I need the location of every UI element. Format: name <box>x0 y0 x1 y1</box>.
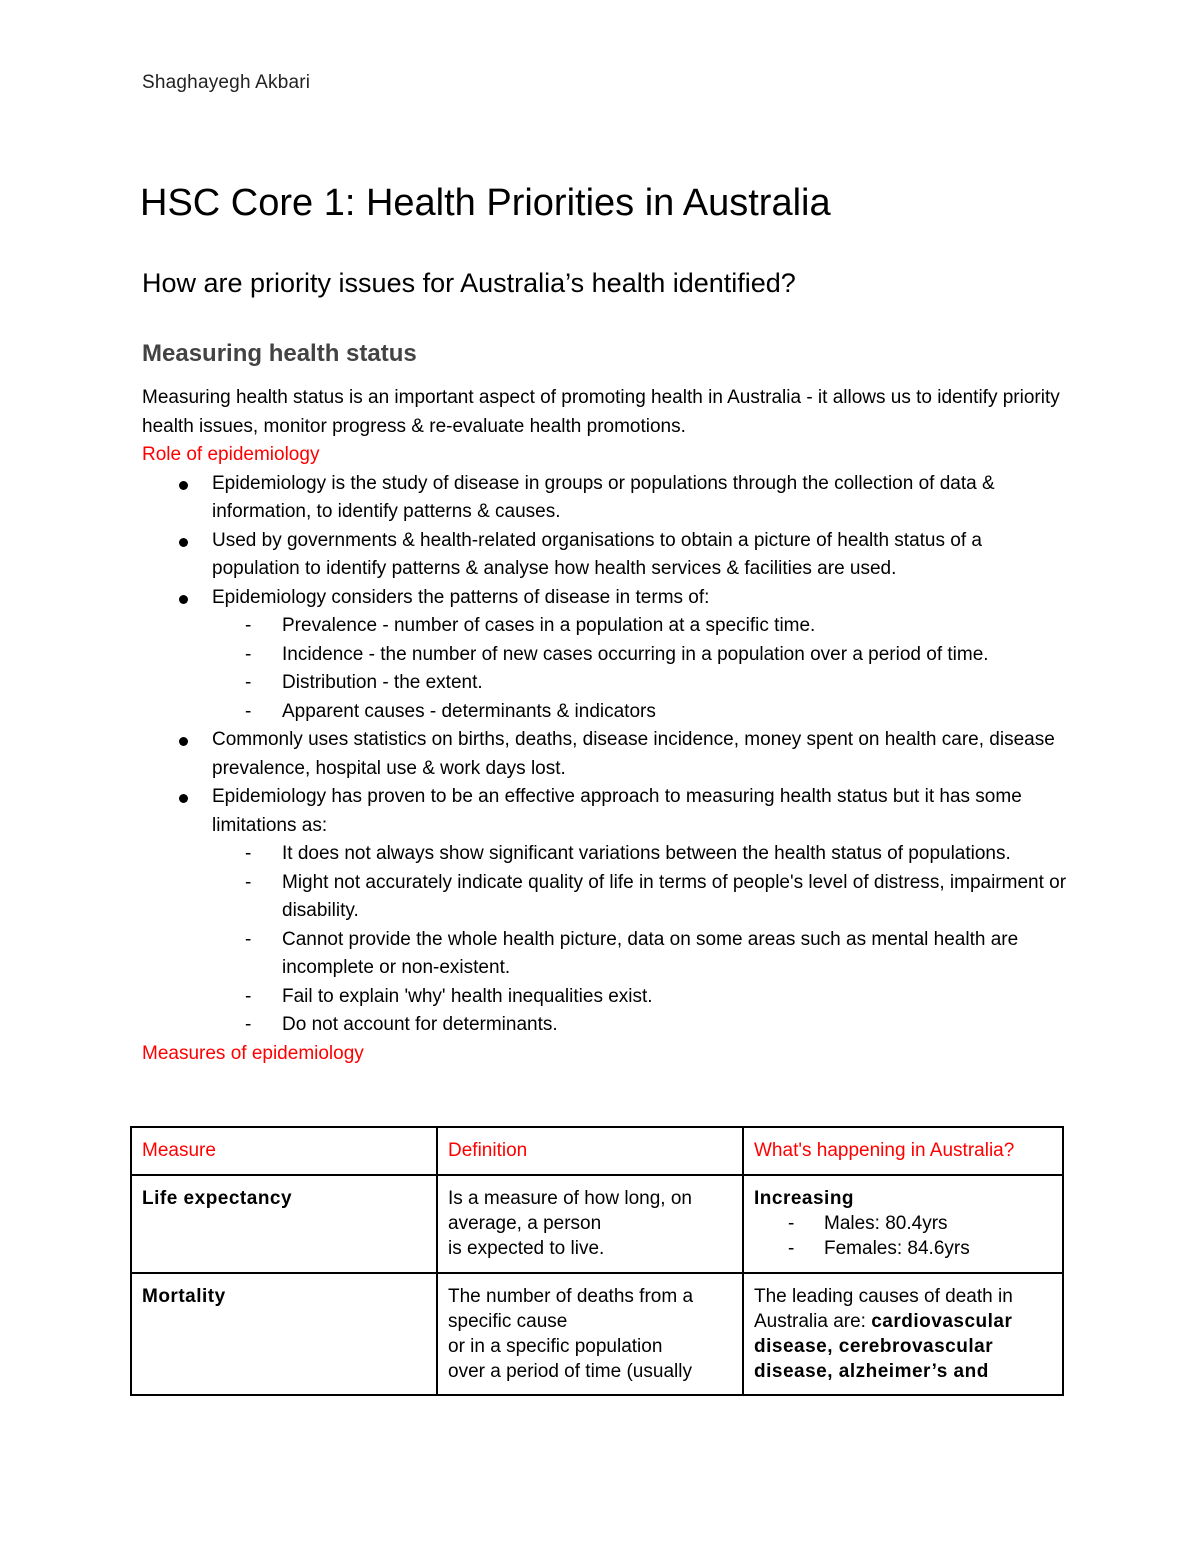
list-item <box>788 1236 1052 1261</box>
epidemiology-bullet-list <box>142 470 1072 1040</box>
measure-cell: Mortality <box>131 1273 437 1395</box>
bullet-icon <box>179 481 188 490</box>
status-emphasis: disease, alzheimer’s and <box>754 1361 989 1382</box>
definition-line: Is a measure of how long, on <box>448 1188 692 1209</box>
list-item <box>245 669 1072 698</box>
status-trend: Increasing <box>754 1188 855 1209</box>
list-item <box>245 612 1072 641</box>
definition-line: average, a person <box>448 1213 602 1234</box>
subheading-measures-of-epidemiology: Measures of epidemiology <box>142 1042 364 1064</box>
status-emphasis: cardiovascular <box>871 1311 1013 1332</box>
limitations-dash-list <box>212 840 1072 1040</box>
status-emphasis: disease, cerebrovascular <box>754 1336 994 1357</box>
dash-icon: - <box>245 843 252 864</box>
intro-paragraph: Measuring health status is an important aspect of promoting health in Australia - it allows us to identify priority health issues, monitor progress & re-evaluate health promotions. <box>142 387 1060 437</box>
header-cell-measure: Measure <box>131 1127 437 1175</box>
list-item-text: Epidemiology considers the patterns of disease in terms of: <box>212 586 710 608</box>
dash-icon: - <box>788 1238 795 1259</box>
list-item <box>245 641 1072 670</box>
dash-icon: - <box>245 985 252 1007</box>
measures-table <box>130 1126 1064 1396</box>
table-row <box>131 1175 1063 1273</box>
list-item <box>245 983 1072 1012</box>
list-item-text: Epidemiology has proven to be an effective approach to measuring health status but it has some limitations as: <box>212 786 1022 836</box>
list-item <box>245 926 1072 983</box>
status-line <box>754 1309 1052 1334</box>
bullet-icon <box>179 595 188 604</box>
status-text: The leading causes of death in <box>754 1286 1013 1307</box>
dash-icon: - <box>245 1014 252 1035</box>
list-item <box>212 527 1072 584</box>
section-heading: Measuring health status <box>142 340 417 367</box>
list-item-text: Males: 80.4yrs <box>824 1213 948 1234</box>
dash-icon: - <box>788 1213 795 1234</box>
subheading-role-of-epidemiology: Role of epidemiology <box>142 444 320 465</box>
body-content <box>142 384 1072 1068</box>
dash-icon: - <box>245 643 252 665</box>
list-item-text: Do not account for determinants. <box>282 1014 558 1035</box>
list-item <box>245 869 1072 926</box>
definition-line: over a period of time (usually <box>448 1361 692 1382</box>
measure-cell: Life expectancy <box>131 1175 437 1273</box>
status-cell <box>743 1175 1063 1273</box>
list-item <box>245 840 1072 869</box>
bullet-icon <box>179 538 188 547</box>
list-item-text: Used by governments & health-related organisations to obtain a picture of health status of a population to identify patterns & analyse how health services & facilities are used. <box>212 529 982 579</box>
list-item-text: Might not accurately indicate quality of life in terms of people's level of distress, impairment or disability. <box>282 871 1067 921</box>
table-header-row <box>131 1127 1063 1175</box>
list-item-text: Fail to explain 'why' health inequalities exist. <box>282 985 653 1007</box>
list-item-text: Cannot provide the whole health picture, data on some areas such as mental health are incomplete or non-existent. <box>282 928 1019 978</box>
list-item <box>212 783 1072 1040</box>
list-item <box>245 1011 1072 1040</box>
list-item <box>212 470 1072 527</box>
list-item <box>245 698 1072 727</box>
definition-line: or in a specific population <box>448 1336 663 1357</box>
list-item <box>788 1211 1052 1236</box>
definition-cell <box>437 1175 743 1273</box>
status-dash-list <box>754 1211 1052 1261</box>
list-item-text: Distribution - the extent. <box>282 672 483 693</box>
dash-icon: - <box>245 700 252 722</box>
definition-line: specific cause <box>448 1311 568 1332</box>
list-item-text: Females: 84.6yrs <box>824 1238 970 1259</box>
dash-icon: - <box>245 672 252 693</box>
list-item <box>212 584 1072 727</box>
list-item-text: Apparent causes - determinants & indicators <box>282 700 656 722</box>
status-cell <box>743 1273 1063 1395</box>
definition-line: The number of deaths from a <box>448 1286 694 1307</box>
list-item-text: Prevalence - number of cases in a population at a specific time. <box>282 615 816 636</box>
list-item-text: Epidemiology is the study of disease in groups or populations through the collection of data & information, to identify patterns & causes. <box>212 472 995 522</box>
list-item-text: It does not always show significant variations between the health status of populations. <box>282 843 1011 864</box>
list-item-text: Incidence - the number of new cases occurring in a population over a period of time. <box>282 643 989 665</box>
definition-cell <box>437 1273 743 1395</box>
bullet-icon <box>179 737 188 746</box>
author-name: Shaghayegh Akbari <box>142 72 311 93</box>
status-text: Australia are: <box>754 1311 872 1332</box>
dash-icon: - <box>245 871 252 893</box>
status-line <box>754 1284 1052 1309</box>
list-item-text: Commonly uses statistics on births, deaths, disease incidence, money spent on health care, disease prevalence, hospital use & work days lost. <box>212 729 1055 779</box>
bullet-icon <box>179 794 188 803</box>
dash-icon: - <box>245 615 252 636</box>
section-question: How are priority issues for Australia’s health identified? <box>142 268 796 298</box>
list-item <box>212 726 1072 783</box>
table-row <box>131 1273 1063 1395</box>
document-title: HSC Core 1: Health Priorities in Australia <box>140 182 831 224</box>
header-cell-australia: What's happening in Australia? <box>743 1127 1063 1175</box>
header-cell-definition: Definition <box>437 1127 743 1175</box>
patterns-dash-list <box>212 612 1072 726</box>
definition-line: is expected to live. <box>448 1238 605 1259</box>
dash-icon: - <box>245 928 252 950</box>
